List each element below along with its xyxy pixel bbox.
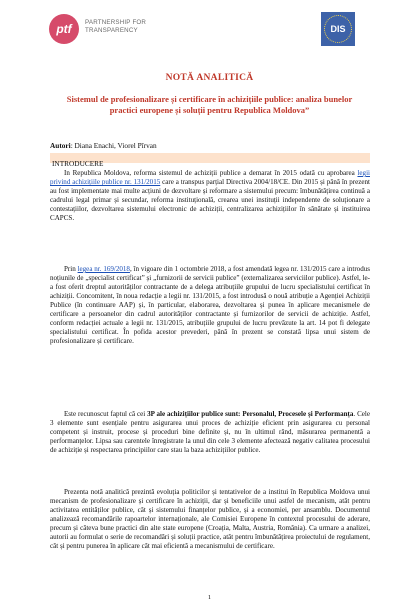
authors-line xyxy=(50,141,157,150)
ptf-logo-text: ptf xyxy=(56,22,72,36)
paragraph-1 xyxy=(50,169,370,223)
paragraph-3 xyxy=(50,410,370,455)
paragraph-4: Prezenta notă analitică prezintă evoluția politicilor și tentativelor de a institui în Republica Moldova unui mecanism de profesionalizare și certificare în achiziții, dar și beneficiile unui astfel de mecanism, atât pentru activitatea entităților publice, cât și sistemului finanțelor publice, și a economiei, per ansamblu. Documentul analizează recomandările rapoartelor internaționale, ale Comisiei Europene în contextul procesului de aderare, precum și câteva bune practici din alte state europene (Croația, Malta, Austria, România). Ca urmare a analizei, autorii au formulat o serie de recomandări și soluții practice, atât pentru îmbunătățirea proiectului de regulament, cât și pentru punerea în aplicare cât mai eficientă a mecanismului de certificare. xyxy=(50,488,370,551)
authors-names: : Diana Enachi, Viorel Pîrvan xyxy=(70,141,157,150)
p1-text-a: In Republica Moldova, reforma sistemul de achiziții publice a demarat în 2015 odată cu aprobarea xyxy=(64,169,358,177)
dis-logo-text: DIS xyxy=(330,24,346,34)
document-subtitle: Sistemul de profesionalizare și certificare în achizițiile publice: analiza bunelor practici europene și soluții pentru Republica Moldova” xyxy=(66,94,353,115)
document-title: NOTĂ ANALITICĂ xyxy=(165,73,254,83)
section-heading-bar xyxy=(50,153,370,168)
page-number: 1 xyxy=(207,594,212,601)
p1-text-b: care a transpus parțial Directiva 2004/18/CE. Din 2015 și până în prezent au fost implementate mai multe acțiuni de dezvoltare și reformare a sistemului precum: îmbunătățirea continuă a cadrului legal primar și secundar, reforma instituțională, crearea unei instituții independente de soluționare a contestațiilor, dezvoltarea sistemului electronic de achiziții, centralizarea achizițiilor în sănătate și instituirea CAPCS. xyxy=(50,178,371,223)
law-131-link[interactable]: legii privind achizițiile publice nr. 131/2015 xyxy=(50,169,370,187)
p3-bold: 3P ale achizițiilor publice sunt: Personalul, Procesele și Performanța xyxy=(147,410,354,418)
p3-text-a: Este recunoscut faptul că cei xyxy=(64,410,148,418)
p3-text-b: . Cele 3 elemente sunt esențiale pentru asigurarea unui proces de achiziție eficient prin asigurarea cu personal competent și instruit, procese și proceduri bine definite și, nu în ultimul rând, măsurarea permanentă a performanțelor. Lipsa sau carentele înregistrate la unul din cele 3 elemente afectează negativ calitatea procesului de achiziție și respectarea principiilor care stau la baza achizițiilor publice. xyxy=(50,410,370,455)
partner-name xyxy=(85,19,146,35)
paragraph-2 xyxy=(50,265,370,346)
page-header xyxy=(0,0,419,60)
ptf-logo xyxy=(49,14,79,44)
authors-label: Autori xyxy=(50,141,71,150)
partner-line-2: TRANSPARENCY xyxy=(85,27,138,34)
p2-text-a: Prin xyxy=(64,265,78,273)
p2-text-b: , în vigoare din 1 octombrie 2018, a fost amendată legea nr. 131/2015 care a introdus noțiunile de „specialist certificat” și „furnizorii de servicii publice” (externalizarea serviciilor publice). Astfel, le-a fost oferit dreptul autorităților contractante de a delega atribuțiile grupului de lucru specialistului certificat în achiziții. Concomitent, în noua redacție a legii nr. 131/2015, a fost introdusă o nouă atribuție a Agenției Achiziții Publice (în continuare AAP) și, în particular, elaborarea, dezvoltarea și punea în aplicare mecanismele de certificare a persoanelor din cadrul autorităților contractante și furnizorilor de servicii de achiziție. Astfel, conform redacției actuale a legii nr. 131/2015, atribuțiile grupului de lucru prevăzute la art. 14 pot fi delegate specialistului certificat. În pofida acestor prevederi, până în prezent se constată lipsa unui sistem de profesionalizare și certificare. xyxy=(50,265,370,346)
section-heading: INTRODUCERE xyxy=(52,159,104,168)
dis-logo xyxy=(321,12,355,46)
partner-line-1: PARTNERSHIP FOR xyxy=(85,19,147,26)
law-169-link[interactable]: legea nr. 169/2018 xyxy=(77,265,130,273)
